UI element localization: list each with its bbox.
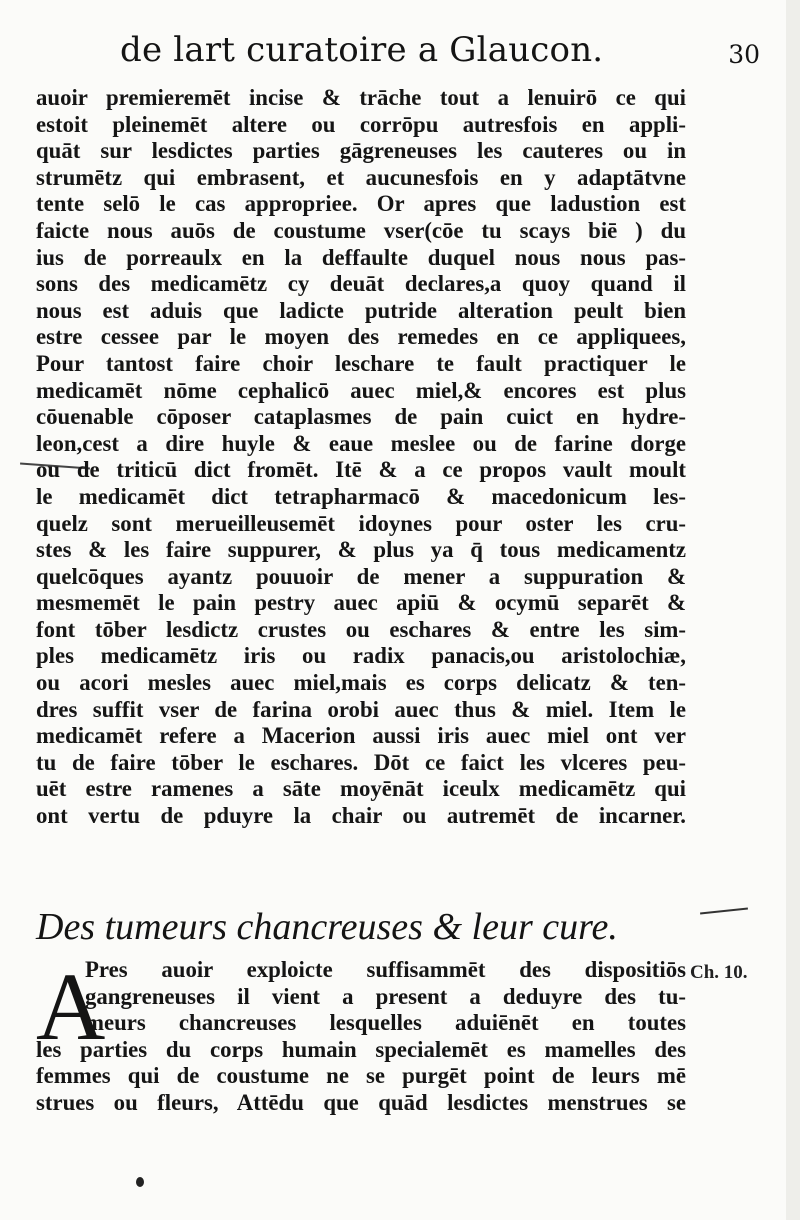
text-line: medicamēt nōme cephalicō auec miel,& encores est plus xyxy=(36,377,686,403)
text-line: font tōber lesdictz crustes ou eschares & entre les sim- xyxy=(36,616,686,642)
text-line: ples medicamētz iris ou radix panacis,ou aristolochiæ, xyxy=(36,643,686,669)
text-line: le medicamēt dict tetrapharmacō & macedonicum les- xyxy=(36,483,686,509)
text-line: stes & les faire suppurer, & plus ya q̄ tous medicamentz xyxy=(36,537,686,563)
text-line: auoir premieremēt incise & trāche tout a lenuirō ce qui xyxy=(36,85,686,110)
body-text xyxy=(36,85,686,830)
chapter-text-line: femmes qui de coustume ne se purgēt point de leurs mē xyxy=(36,1063,686,1089)
chapter-block xyxy=(36,953,686,1132)
text-line: leon,cest a dire huyle & eaue meslee ou de farine dorge xyxy=(36,430,686,456)
text-line: quelcōques ayantz pouuoir de mener a suppuration & xyxy=(36,563,686,589)
text-line: tu de faire tōber le eschares. Dōt ce faict les vlceres peu- xyxy=(36,749,686,775)
page-edge xyxy=(786,0,800,1220)
text-line: mesmemēt le pain pestry auec apiū & ocymū separēt & xyxy=(36,590,686,616)
chapter-text xyxy=(36,953,686,1117)
text-line: medicamēt refere a Macerion aussi iris auec miel ont ver xyxy=(36,723,686,749)
text-line: sons des medicamētz cy deuāt declares,a quoy quand il xyxy=(36,271,686,297)
chapter-text-line: strues ou fleurs, Attēdu que quād lesdictes menstrues se xyxy=(36,1089,686,1115)
ink-spot xyxy=(136,1177,144,1187)
text-line: nous est aduis que ladicte putride alteration peult bien xyxy=(36,297,686,323)
text-line: quelz sont merueilleusemēt idoynes pour oster les cru- xyxy=(36,510,686,536)
text-line: uēt estre ramenes a sāte moyēnāt iceulx medicamētz qui xyxy=(36,776,686,802)
section-heading: Des tumeurs chancreuses & leur cure. xyxy=(36,906,618,948)
text-line: quāt sur lesdictes parties gāgreneuses les cauteres ou in xyxy=(36,138,686,164)
text-line: faicte nous auōs de coustume vser(cōe tu scays biē ) du xyxy=(36,217,686,243)
chapter-text-line: gangreneuses il vient a present a deduyre des tu- xyxy=(85,983,686,1009)
text-line: ont vertu de pduyre la chair ou autremēt de incarner. xyxy=(36,803,686,829)
text-line: estre cessee par le moyen des remedes en ce appliquees, xyxy=(36,324,686,350)
chapter-text-line: Pres auoir exploicte suffisammēt des dispositiōs xyxy=(85,957,686,982)
text-line: cōuenable cōposer cataplasmes de pain cuict en hydre- xyxy=(36,404,686,430)
page-number: 30 xyxy=(728,40,760,69)
text-line: ius de porreaulx en la deffaulte duquel nous nous pas- xyxy=(36,244,686,270)
text-line: estoit pleinemēt altere ou corrōpu autresfois en appli- xyxy=(36,111,686,137)
text-line: ou acori mesles auec miel,mais es corps delicatz & ten- xyxy=(36,670,686,696)
text-line: dres suffit vser de farina orobi auec thus & miel. Item le xyxy=(36,696,686,722)
text-line: tente selō le cas appropriee. Or apres que ladustion est xyxy=(36,191,686,217)
page-header xyxy=(120,30,760,78)
chapter-marginal-note: Ch. 10. xyxy=(690,962,748,983)
text-line: ou de triticū dict fromēt. Itē & a ce propos vault moult xyxy=(36,457,686,483)
running-head: de lart curatoire a Glaucon. xyxy=(120,30,604,70)
text-line: Pour tantost faire choir leschare te fault practiquer le xyxy=(36,350,686,376)
chapter-text-line: meurs chancreuses lesquelles aduiēnēt en toutes xyxy=(85,1010,686,1036)
chapter-text-line: les parties du corps humain specialemēt es mamelles des xyxy=(36,1036,686,1062)
drop-cap: A xyxy=(36,953,106,1060)
text-line: strumētz qui embrasent, et aucunesfois en y adaptātvne xyxy=(36,164,686,190)
margin-dash xyxy=(700,907,748,914)
